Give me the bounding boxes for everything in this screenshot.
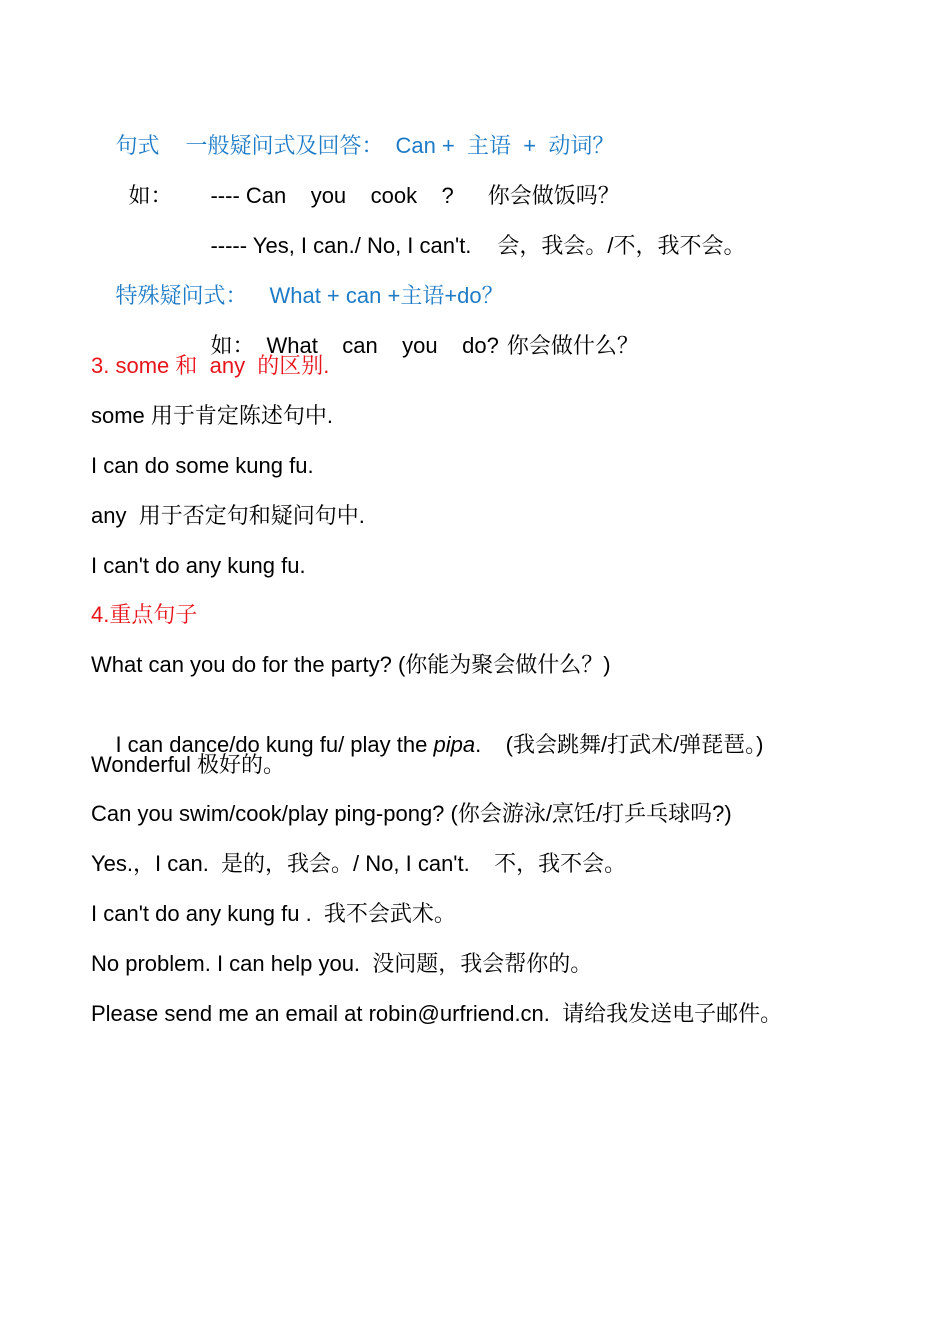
line-key-sentence-1: What can you do for the party? (你能为聚会做什么？) <box>91 652 611 677</box>
line-any-rule: any 用于否定句和疑问句中. <box>91 503 365 528</box>
example-question: ---- Can you cook ? <box>210 183 454 208</box>
line-special-example <box>186 301 639 358</box>
example-answer-translation: 会，我会。/不，我不会。 <box>497 233 746 258</box>
line-pattern-general-question <box>91 101 615 158</box>
key-sentence-2-italic: pipa <box>433 732 476 757</box>
example-answer: ----- Yes, I can./ No, I can't. <box>210 233 472 258</box>
line-key-sentence-2 <box>91 700 764 757</box>
line-example-question <box>104 151 620 208</box>
special-translation: 你会做什么？ <box>506 333 639 358</box>
line-key-sentence-7: No problem. I can help you. 没问题，我会帮你的。 <box>91 951 593 976</box>
line-key-sentence-6: I can't do any kung fu . 我不会武术。 <box>91 901 456 926</box>
pattern-title: 一般疑问式及回答： <box>185 133 384 158</box>
special-question: What can you do? <box>266 333 499 358</box>
key-sentence-2-post: . (我会跳舞/打武术/弹琵琶。) <box>475 732 764 757</box>
special-label: 特殊疑问式： <box>115 283 248 308</box>
line-key-sentence-5: Yes.，I can. 是的，我会。/ No, I can't. 不，我不会。 <box>91 851 627 876</box>
pattern-label: 句式 <box>115 133 160 158</box>
line-any-example: I can't do any kung fu. <box>91 553 306 578</box>
section-heading-some-any: 3. some 和 any 的区别. <box>91 353 330 378</box>
special-formula: What + can +主语+do？ <box>269 283 504 308</box>
line-key-sentence-8: Please send me an email at robin@urfriend.cn. 请给我发送电子邮件。 <box>91 1001 783 1026</box>
special-prefix: 如： <box>210 333 255 358</box>
line-example-answer <box>186 201 746 258</box>
pattern-formula: Can + 主语 + 动词？ <box>395 133 615 158</box>
key-sentence-2-pre: I can dance/do kung fu/ play the <box>115 732 434 757</box>
line-some-example: I can do some kung fu. <box>91 453 314 478</box>
line-some-rule: some 用于肯定陈述句中. <box>91 403 334 428</box>
line-key-sentence-4: Can you swim/cook/play ping-pong? (你会游泳/烹饪/打乒乓球吗?) <box>91 801 732 826</box>
line-pattern-special-question <box>91 251 504 308</box>
line-key-sentence-3: Wonderful 极好的。 <box>91 752 285 777</box>
section-heading-key-sentences: 4.重点句子 <box>91 602 198 627</box>
example-prefix: 如： <box>128 183 173 208</box>
example-translation: 你会做饭吗？ <box>487 183 620 208</box>
